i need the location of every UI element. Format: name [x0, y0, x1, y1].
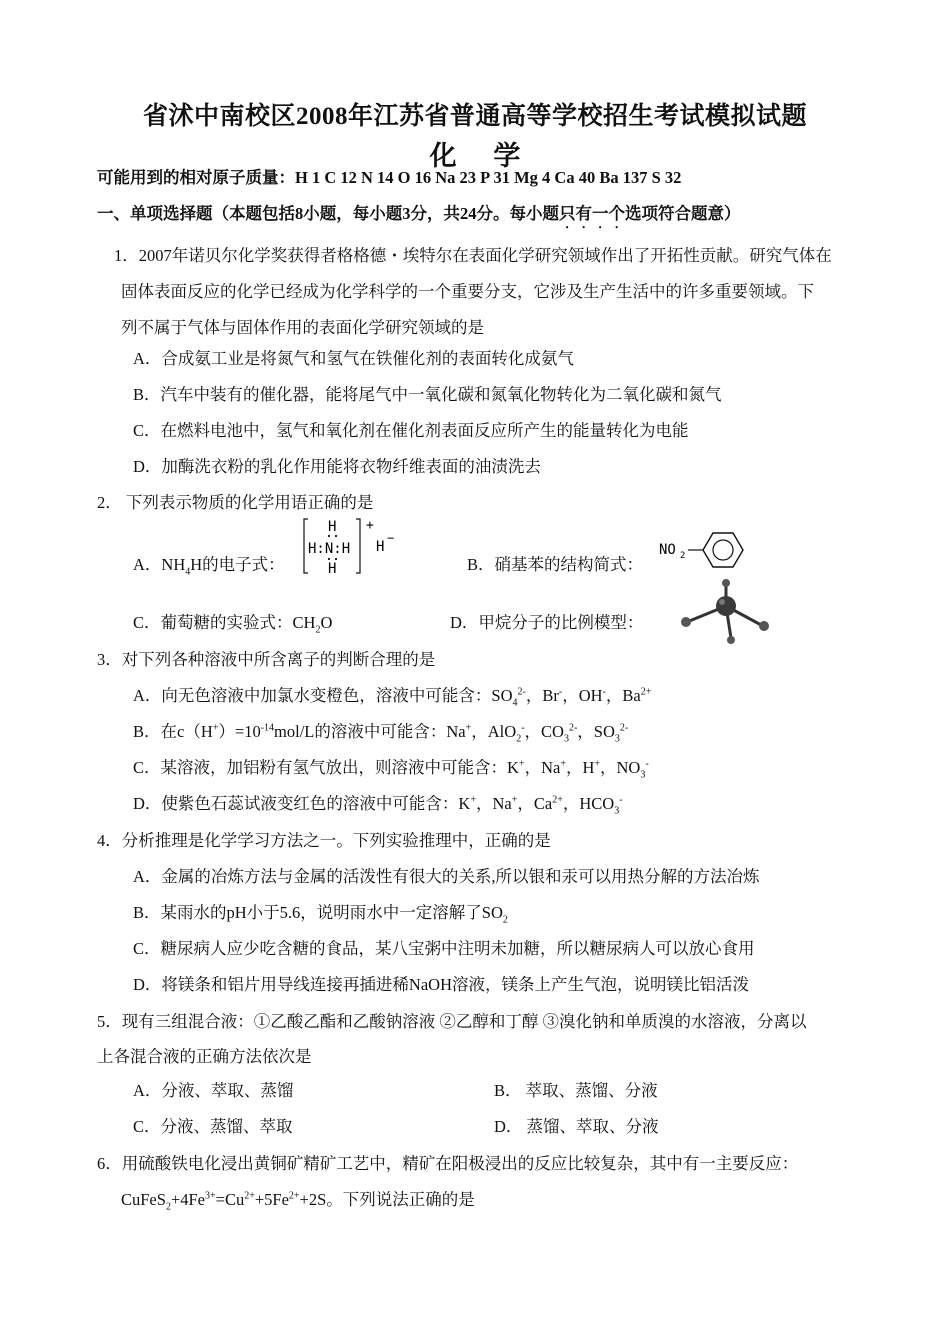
q5-option-a: A．分液、萃取、蒸馏 [133, 1081, 294, 1100]
q2-electron-formula [300, 515, 410, 579]
svg-text:2: 2 [680, 551, 686, 561]
q2-h-top: H [328, 519, 337, 535]
q1-option-c: C．在燃料电池中，氢气和氧化剂在催化剂表面反应所产生的能量转化为电能 [133, 421, 689, 440]
q2-stem: 2． 下列表示物质的化学用语正确的是 [97, 493, 374, 512]
q4-option-c: C．糖尿病人应少吃含糖的食品，某八宝粥中注明未加糖，所以糖尿病人可以放心食用 [133, 939, 755, 958]
q1-option-b: B．汽车中装有的催化器，能将尾气中一氧化碳和氮氧化物转化为二氧化碳和氮气 [133, 385, 722, 404]
q1-option-d: D．加酶洗衣粉的乳化作用能将衣物纤维表面的油渍洗去 [133, 457, 541, 476]
section1-heading-emph: 只有一个 [559, 204, 625, 223]
q3-option-d: D．使紫色石蕊试液变红色的溶液中可能含：K+，Na+，$Ca^{2+}$，$HCO_3^-$ [133, 794, 623, 817]
q3-stem: 3．对下列各种溶液中所含离子的判断合理的是 [97, 650, 436, 669]
q2-hydride: H [376, 539, 385, 555]
q4-stem: 4．分析推理是化学学习方法之一。下列实验推理中，正确的是 [97, 831, 551, 850]
section1-heading-a: 一、单项选择题（本题包括8小题，每小题3分，共24分。每小题 [97, 204, 559, 223]
q1-line3: 列不属于气体与固体作用的表面化学研究领域的是 [121, 318, 484, 337]
q2-h-n-h: H:N:H [308, 541, 351, 557]
q5-option-d: D． 蒸馏、萃取、分液 [494, 1117, 659, 1136]
page-subtitle: 化 学 [429, 141, 521, 171]
page-title: 省沭中南校区2008年江苏省普通高等学校招生考试模拟试题 [142, 103, 807, 130]
q4-option-d: D．将镁条和铝片用导线连接再插进稀NaOH溶液，镁条上产生气泡，说明镁比铝活泼 [133, 975, 749, 994]
q2-option-c: C．葡萄糖的实验式：$CH_2O$ [133, 613, 333, 636]
q5-line1: 5．现有三组混合液：①乙酸乙酯和乙酸钠溶液 ②乙醇和丁醇 ③溴化钠和单质溴的水溶液，分离以 [97, 1012, 807, 1031]
section1-heading [97, 203, 741, 232]
q4-option-a: A．金属的冶炼方法与金属的活泼性有很大的关系,所以银和汞可以用热分解的方法冶炼 [133, 867, 760, 886]
q2-methane-model [675, 578, 775, 650]
section1-heading-b: 选项符合题意） [625, 204, 741, 223]
q5-line2: 上各混合液的正确方法依次是 [97, 1047, 312, 1066]
q3-option-b: B．在$c(H^+)=10^{-14}mol/L$的溶液中可能含：Na+，AlO$_2$-，$CO_3^{2-}$，$SO_3^{2-}$ [133, 722, 629, 745]
q3-option-c: C．某溶液，加铝粉有氢气放出，则溶液中可能含：K+，Na+，H+，$NO_3^-$ [133, 758, 649, 781]
q2-option-b: B．硝基苯的结构简式： [467, 555, 644, 574]
q6-line1: 6．用硫酸铁电化浸出黄铜矿精矿工艺中，精矿在阳极浸出的反应比较复杂，其中有一主要反应： [97, 1154, 799, 1173]
svg-text:NO: NO [659, 542, 676, 558]
q2-option-a: A．$NH_4H$的电子式： [133, 555, 285, 578]
q1-line1: 1．2007年诺贝尔化学奖获得者格格德・埃特尔在表面化学研究领域作出了开拓性贡献。研究气体在 [114, 246, 832, 265]
q4-option-b: B．某雨水的pH小于5.6，说明雨水中一定溶解了$SO_2$ [133, 903, 508, 926]
q1-line2: 固体表面反应的化学已经成为化学科学的一个重要分支，它涉及生产生活中的许多重要领域。下 [121, 282, 814, 301]
q2-nitrobenzene-structure [655, 520, 755, 576]
q2-h-bottom: H [328, 561, 337, 577]
q1-option-a: A．合成氨工业是将氮气和氢气在铁催化剂的表面转化成氨气 [133, 349, 574, 368]
q2-plus-charge: + [366, 518, 374, 533]
q5-option-c: C．分液、蒸馏、萃取 [133, 1117, 293, 1136]
q6-equation: $CuFeS_2+4Fe^{3+}=Cu^{2+}+5Fe^{2+}+2S$。下列说法正确的是 [121, 1190, 475, 1213]
q3-option-a: A．向无色溶液中加氯水变橙色，溶液中可能含：$SO_4^{2-}$，Br-，OH-，$Ba^{2+}$ [133, 686, 652, 709]
q2-option-d: D．甲烷分子的比例模型： [450, 613, 644, 632]
q5-option-b: B． 萃取、蒸馏、分液 [494, 1081, 658, 1100]
atomic-masses: 可能用到的相对原子质量：H 1 C 12 N 14 O 16 Na 23 P 31 Mg 4 Ca 40 Ba 137 S 32 [97, 168, 682, 187]
q2-minus-charge: − [387, 531, 395, 545]
